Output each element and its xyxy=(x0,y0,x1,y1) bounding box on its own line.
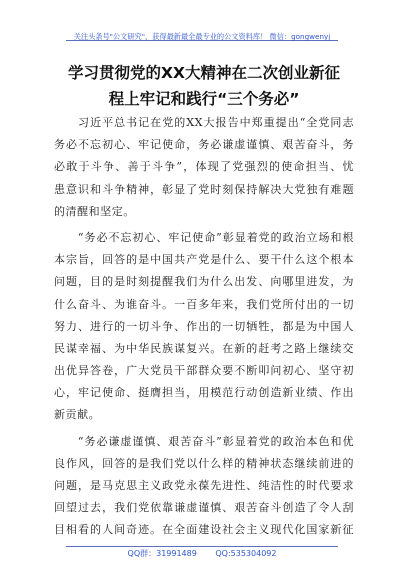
text-line: “务必谦虚谨慎、艰苦奋斗”彰显着党的政治本色和优 xyxy=(54,434,354,448)
text-line: 本宗旨，回答的是中国共产党是什么、要干什么这个根本 xyxy=(54,253,354,267)
footer-qq: QQ:535304092 xyxy=(215,549,277,558)
text-line: 问题，是马克思主义政党永葆先进性、纯洁性的时代要求 xyxy=(54,479,354,492)
text-line: 问题，目的是时刻提醒我们为什么出发、向哪里进发，为 xyxy=(54,275,354,289)
text-line: 良作风，回答的是我们党以什么样的精神状态继续前进的 xyxy=(54,456,354,470)
paragraph-1 xyxy=(54,112,354,223)
document-body xyxy=(54,112,354,542)
text-line: 习近平总书记在党的XX大报告中郑重提出“全党同志 xyxy=(54,116,354,129)
page-footer xyxy=(66,546,338,564)
paragraph-2 xyxy=(54,227,354,427)
title-line: 学习贯彻党的XX大精神在二次创业新征 xyxy=(68,64,340,82)
header-promo-text: 关注头条号"公文研究"，获得最新最全最专业的公文资料库！ 微信：gongwenyj xyxy=(73,32,331,41)
text-line: 回望过去，我们党依靠谦虚谨慎、艰苦奋斗创造了令人刮 xyxy=(54,501,354,515)
text-line: 什么奋斗、为谁奋斗。一百多年来，我们党所付出的一切 xyxy=(54,297,354,311)
footer-qq-group: QQ群：31991489 xyxy=(127,549,197,558)
text-line: 必敢于斗争、善于斗争”，体现了党强烈的使命担当、忧 xyxy=(54,160,354,174)
page-header xyxy=(66,24,338,41)
text-line: 务必不忘初心、牢记使命，务必谦虚谨慎、艰苦奋斗，务 xyxy=(54,138,354,152)
text-line: 的清醒和坚定。 xyxy=(54,204,135,218)
text-line: 患意识和斗争精神，彰显了党时刻保持解决大党独有难题 xyxy=(54,182,354,196)
text-line: 心，牢记使命、挺膺担当，用模范行动创造新业绩、作出 xyxy=(54,386,354,400)
text-line: 新贡献。 xyxy=(54,408,101,422)
paragraph-3 xyxy=(54,431,354,542)
text-line: 目相看的人间奇迹。在全面建设社会主义现代化国家新征 xyxy=(54,523,354,537)
text-line: 努力、进行的一切斗争、作出的一切牺牲，都是为中国人 xyxy=(54,319,354,333)
document-title xyxy=(48,60,360,112)
title-line: 程上牢记和践行“三个务必” xyxy=(108,90,300,108)
text-line: “务必不忘初心、牢记使命”彰显着党的政治立场和根 xyxy=(54,230,354,244)
text-line: 出优异答卷，广大党员干部群众要不断叩问初心、坚守初 xyxy=(54,364,354,378)
text-line: 民谋幸福、为中华民族谋复兴。在新的赶考之路上继续交 xyxy=(54,341,354,355)
